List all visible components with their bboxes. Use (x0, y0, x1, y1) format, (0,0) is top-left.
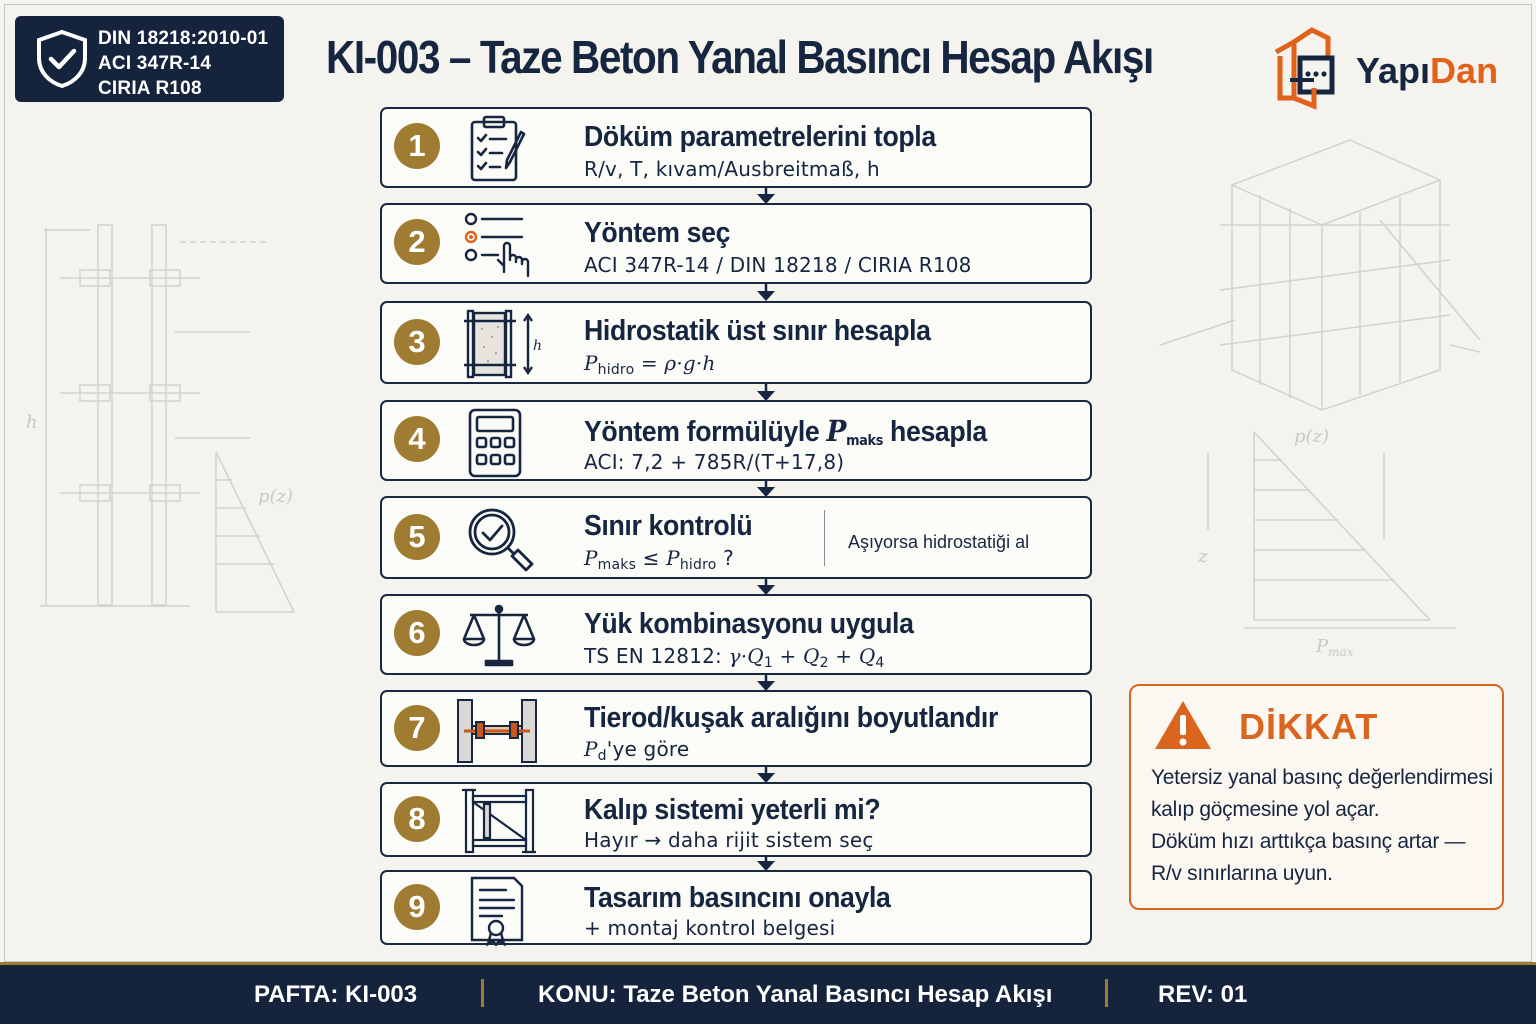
warning-line: R/v sınırlarına uyun. (1151, 862, 1333, 885)
step-subtitle: $P_{hidro} = \rho\cdot g\cdot h$ (584, 351, 716, 378)
step-7 (380, 690, 1092, 767)
step-number: 5 (394, 514, 440, 560)
step-subtitle: $P_{maks} \le P_{hidro}$ ? (584, 546, 734, 573)
warning-title: DİKKAT (1239, 706, 1379, 747)
step-note: Aşıyorsa hidrostatiği al (848, 532, 1030, 552)
divider (824, 510, 825, 566)
step-5 (380, 496, 1092, 579)
step-4 (380, 400, 1092, 481)
step-title: Sınır kontrolü (584, 510, 753, 542)
step-number: 9 (394, 884, 440, 930)
certificate-icon (462, 874, 536, 944)
flow-arrow (753, 579, 779, 595)
clipboard-checklist-icon (462, 112, 536, 186)
footer-subject: KONU: Taze Beton Yanal Basıncı Hesap Akışı (538, 981, 1053, 1008)
bg-label-pmax: $P_{max}$ (1316, 636, 1354, 659)
warning-triangle-icon (1153, 698, 1213, 752)
step-title: Yöntem formülüyle Pmaks hesapla (584, 414, 987, 449)
option-select-icon (462, 208, 536, 282)
step-number: 2 (394, 219, 440, 265)
bg-label-pz-left: p(z) (258, 486, 294, 507)
step-subtitle: + montaj kontrol belgesi (584, 916, 836, 940)
step-number: 4 (394, 416, 440, 462)
step-number: 7 (394, 705, 440, 751)
step-title: Hidrostatik üst sınır hesapla (584, 315, 931, 347)
step-number: 1 (394, 123, 440, 169)
flow-arrow (753, 675, 779, 691)
step-title: Yük kombinasyonu uygula (584, 608, 914, 640)
bg-label-h: h (26, 412, 38, 433)
formwork-frame-icon (462, 786, 536, 856)
standards-badge (15, 16, 284, 102)
building-logo-icon (1270, 22, 1342, 106)
warning-line: Yetersiz yanal basınç değerlendirmesi (1151, 766, 1493, 789)
step-subtitle: $P_d'ye$ göre (584, 737, 690, 764)
flow-arrow (753, 188, 779, 204)
formwork-section-icon (462, 307, 543, 381)
height-label: h (533, 338, 543, 354)
step-title: Tasarım basıncını onayla (584, 882, 891, 914)
bg-label-z: z (1198, 546, 1208, 567)
footer-revision: REV: 01 (1158, 981, 1248, 1008)
step-8 (380, 782, 1092, 857)
step-number: 8 (394, 796, 440, 842)
step-subtitle: ACI: 7,2 + 785R/(T+17,8) (584, 450, 845, 474)
step-subtitle: Hayır → daha rijit sistem seç (584, 828, 874, 852)
standards-list (98, 26, 268, 101)
step-2 (380, 203, 1092, 284)
warning-line: Döküm hızı arttıkça basınç artar — (1151, 830, 1466, 853)
flow-arrow (753, 481, 779, 497)
step-6 (380, 594, 1092, 675)
step-title: Kalıp sistemi yeterli mi? (584, 794, 881, 826)
step-1 (380, 107, 1092, 188)
shield-check-icon (31, 28, 93, 90)
footer-separator (1105, 979, 1108, 1007)
tie-rod-icon (454, 694, 540, 768)
flow-arrow (753, 767, 779, 783)
step-9 (380, 870, 1092, 945)
step-title: Tierod/kuşak aralığını boyutlandır (584, 702, 998, 734)
page-title: KI-003 – Taze Beton Yanal Basıncı Hesap Akışı (326, 31, 1153, 83)
step-title: Yöntem seç (584, 217, 731, 249)
logo-text: YapıDan (1356, 50, 1499, 91)
warning-box (1129, 684, 1504, 910)
standard-aci: ACI 347R-14 (98, 53, 212, 74)
flow-arrow (753, 857, 779, 871)
step-subtitle: ACI 347R-14 / DIN 18218 / CIRIA R108 (584, 253, 972, 277)
step-number: 3 (394, 319, 440, 365)
warning-line: kalıp göçmesine yol açar. (1151, 798, 1380, 821)
footer-bar (0, 962, 1536, 1024)
step-subtitle: R/v, T, kıvam/Ausbreitmaß, h (584, 157, 880, 181)
footer-sheet: PAFTA: KI-003 (254, 981, 418, 1008)
yapidan-logo (1270, 22, 1530, 112)
standard-ciria: CIRIA R108 (98, 78, 202, 99)
calculator-icon (462, 405, 536, 479)
step-number: 6 (394, 610, 440, 656)
step-title: Döküm parametrelerini topla (584, 121, 936, 153)
magnifier-check-icon (462, 502, 536, 576)
flow-arrow (753, 384, 779, 401)
footer-separator (481, 979, 484, 1007)
bg-label-pz-right: p(z) (1294, 426, 1330, 447)
standard-din: DIN 18218:2010-01 (98, 28, 269, 49)
step-3 (380, 301, 1092, 384)
flow-arrow (753, 284, 779, 301)
step-subtitle: TS EN 12812: $\gamma\cdot Q_1 + Q_2 + Q_4$ (584, 644, 885, 671)
balance-scale-icon (462, 599, 536, 673)
